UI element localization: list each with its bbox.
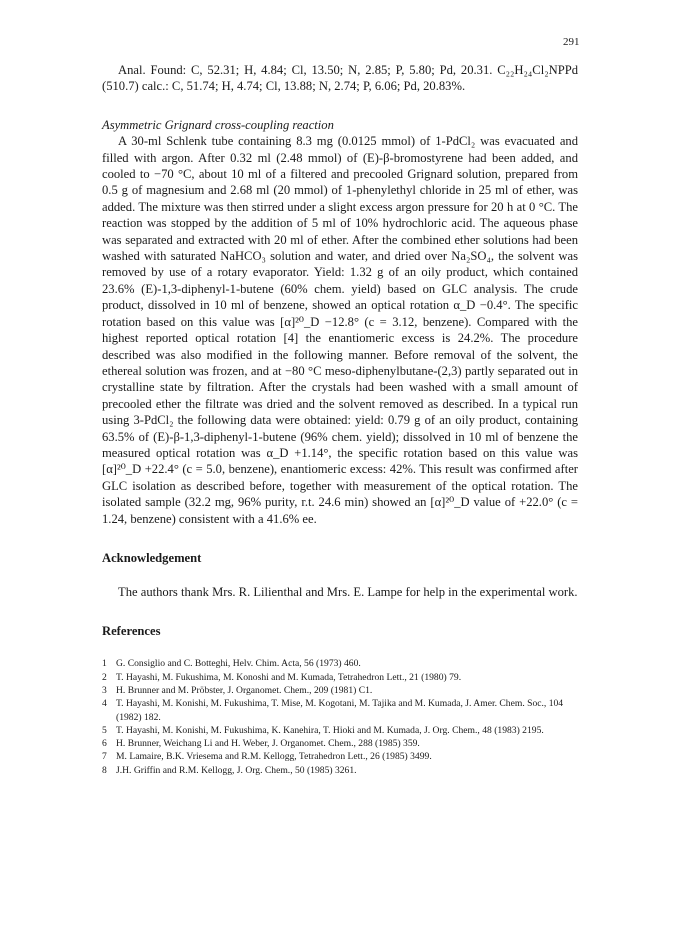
reference-text: T. Hayashi, M. Fukushima, M. Konoshi and M. Kumada, Tetrahedron Lett., 21 (1980) 79. [116,671,462,683]
reference-number: 7 [102,751,107,763]
reference-number: 4 [102,698,107,710]
reference-number: 8 [102,764,107,776]
reference-number: 1 [102,658,107,670]
reference-item [102,684,578,697]
reference-text: H. Brunner, Weichang Li and H. Weber, J. Organomet. Chem., 288 (1985) 359. [116,738,420,750]
reference-item [102,671,578,684]
reference-text: T. Hayashi, M. Konishi, M. Fukushima, T. Mise, M. Kogotani, M. Tajika and M. Kumada, J. Amer. Chem. Soc., 104 (1982) 182. [116,698,564,723]
analysis-paragraph: Anal. Found: C, 52.31; H, 4.84; Cl, 13.50; N, 2.85; P, 5.80; Pd, 20.31. C₂₂H₂₄Cl₂NPPd (510.7) calc.: C, 51.74; H, 4.74; Cl, 13.88; N, 2.74; P, 6.06; Pd, 20.83%. [102,63,578,94]
reference-number: 6 [102,738,107,750]
references-heading: References [102,624,161,639]
acknowledgement-heading: Acknowledgement [102,550,202,565]
reference-item [102,724,578,737]
reference-item [102,764,578,777]
reference-text: G. Consiglio and C. Botteghi, Helv. Chim. Acta, 56 (1973) 460. [116,658,361,670]
reference-number: 3 [102,684,107,696]
section-title: Asymmetric Grignard cross-coupling reaction [102,117,334,132]
reference-item [102,750,578,763]
reference-text: J.H. Griffin and R.M. Kellogg, J. Org. Chem., 50 (1985) 3261. [116,764,357,776]
acknowledgement-text: The authors thank Mrs. R. Lilienthal and Mrs. E. Lampe for help in the experimental work. [118,584,578,599]
reference-text: T. Hayashi, M. Konishi, M. Fukushima, K. Kanehira, T. Hioki and M. Kumada, J. Org. Chem., 48 (1983) 2195. [116,724,544,736]
section-body: A 30-ml Schlenk tube containing 8.3 mg (0.0125 mmol) of 1-PdCl₂ was evacuated and filled with argon. After 0.32 ml (2.48 mmol) of (E)-β-bromostyrene had been added, and cooled to −70 °C, about 10 ml of a filtered and precooled Grignard solution, prepared from 0.5 g of magnesium and 2.68 ml (20 mmol) of 1-phenylethyl chloride in 25 ml of ether, was added. The mixture was then stirred under a slight excess argon pressure for 20 h at 0 °C. The reaction was stopped by the addition of 5 ml of 10% hydrochloric acid. The aqueous phase was separated and extracted with 20 ml of ether. After the combined ether solutions had been washed with saturated NaHCO₃ solution and water, and dried over Na₂SO₄, the solvent was removed by use of a rotary evaporator. Yield: 1.32 g of an oily product, which contained 23.6% (E)-1,3-diphenyl-1-butene (60% chem. yield) based on GLC analysis. The crude product, dissolved in 10 ml of benzene, showed an optical rotation α_D −0.4°. The specific rotation based on this value was [α]²⁰_D −12.8° (c = 3.12, benzene). Compared with the highest reported optical rotation [4] the enantiomeric excess is 24.2%. The procedure described was also modified in the following manner. Before removal of the solvent, the ethereal solution was frozen, and at −80 °C meso-diphenylbutane-(2,3) partly separated out in crystalline state by filtration. After the crystals had been washed with a small amount of precooled ether the filtrate was dried and the solvent removed as described. In a typical run using 3-PdCl₂ the following data were obtained: yield: 0.79 g of an oily product, containing 63.5% of (E)-β-1,3-diphenyl-1-butene (96% chem. yield); dissolved in 10 ml of benzene the measured optical rotation was α_D +1.14°, the specific rotation based on this value was [α]²⁰_D +22.4° (c = 5.0, benzene), enantiomeric excess: 42%. This result was confirmed after GLC isolation as described before, together with measurement of the optical rotation. The isolated sample (32.2 mg, 96% purity, r.t. 24.6 min) showed an [α]²⁰_D value of +22.0° (c = 1.24, benzene) consistent with a 41.6% ee. [102,134,578,526]
reference-list [102,657,578,777]
page-number: 291 [563,36,580,48]
reference-number: 5 [102,724,107,736]
reference-number: 2 [102,671,107,683]
reference-item [102,657,578,670]
page-content [102,62,578,777]
reference-text: H. Brunner and M. Pröbster, J. Organomet. Chem., 209 (1981) C1. [116,684,373,696]
reference-item [102,697,578,724]
reference-text: M. Lamaire, B.K. Vriesema and R.M. Kellogg, Tetrahedron Lett., 26 (1985) 3499. [116,751,432,763]
reference-item [102,737,578,750]
